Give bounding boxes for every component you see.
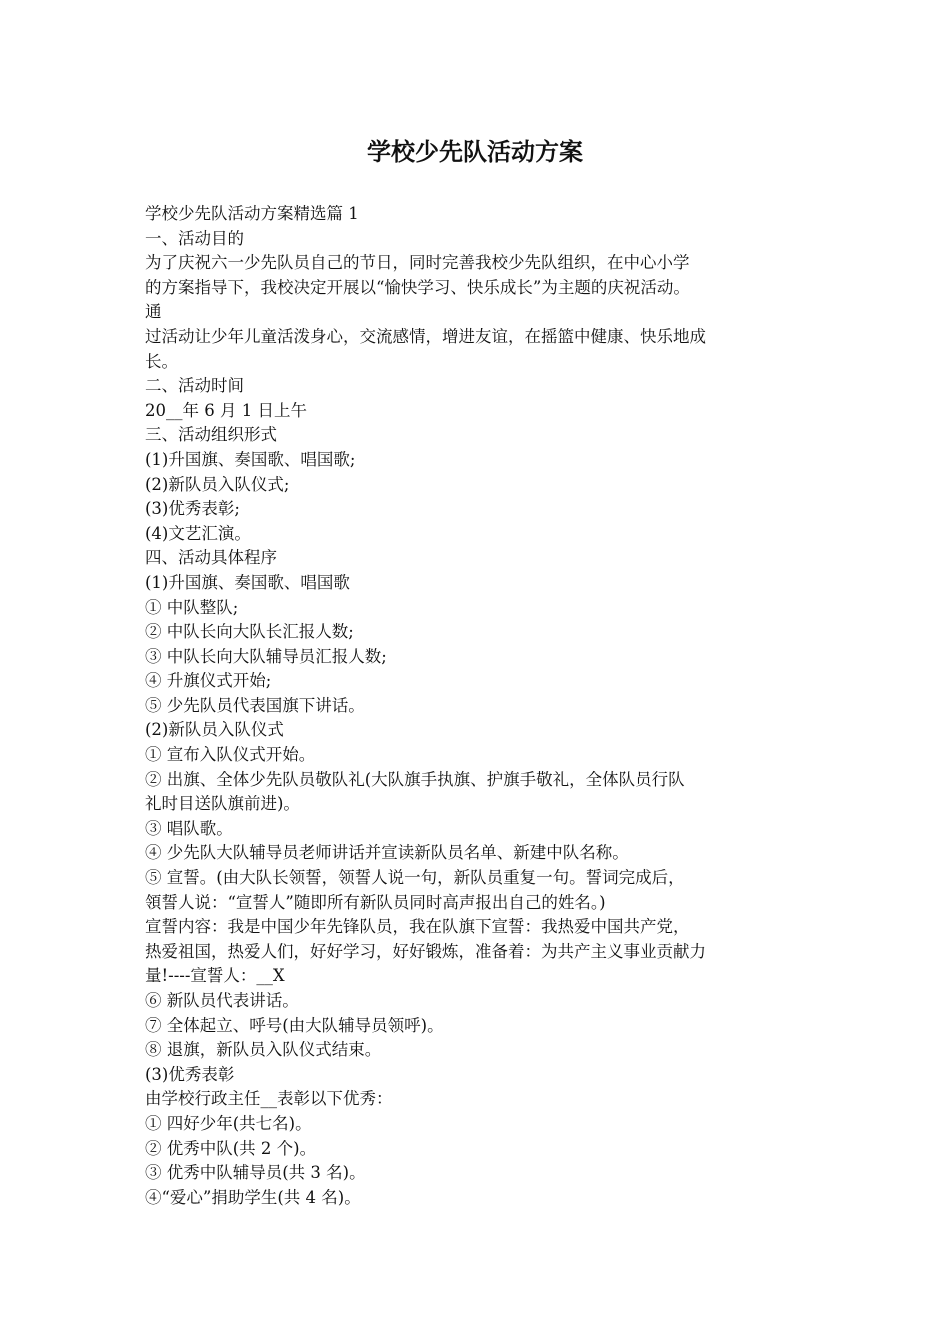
document-line: ⑥ 新队员代表讲话。 [145,991,299,1010]
document-line: ① 中队整队; [145,597,239,617]
document-line: 礼时目送队旗前进)。 [145,794,300,814]
document-line: 量!----宣誓人：__X [145,966,285,986]
document-line: (1)升国旗、奏国歌、唱国歌 [145,572,350,592]
document-line: (4)文艺汇演。 [145,523,251,543]
document-line: ② 中队长向大队长汇报人数; [145,622,354,642]
document-line: 宣誓内容：我是中国少年先锋队员，我在队旗下宣誓：我热爱中国共产党， [145,917,690,937]
document-line: (3)优秀表彰; [145,499,240,519]
document-line: (2)新队员入队仪式 [145,720,284,740]
document-body [145,202,815,1210]
document-line: 过活动让少年儿童活泼身心，交流感情，增进友谊，在摇篮中健康、快乐地成 [145,326,706,346]
document-line: 四、活动具体程序 [145,548,277,568]
document-line: (1)升国旗、奏国歌、唱国歌; [145,449,356,469]
document-line: ⑧ 退旗，新队员入队仪式结束。 [145,1040,382,1060]
document-line: ③ 中队长向大队辅导员汇报人数; [145,646,387,666]
document-line: ③ 优秀中队辅导员(共 3 名)。 [145,1163,366,1183]
document-line: (2)新队员入队仪式; [145,474,290,494]
document-title: 学校少先队活动方案 [367,137,583,166]
document-line: (3)优秀表彰 [145,1064,235,1084]
document-line: 通 [145,302,162,322]
document-line: ① 宣布入队仪式开始。 [145,745,316,765]
document-line: ④ 少先队大队辅导员老师讲话并宣读新队员名单、新建中队名称。 [145,843,629,863]
document-line: 由学校行政主任__表彰以下优秀： [145,1089,393,1109]
document-line: 領誓人说：“宣誓人”随即所有新队员同时高声报出自己的姓名。) [145,892,606,912]
document-line: ④ 升旗仪式开始; [145,671,272,691]
document-line: ④“爱心”捐助学生(共 4 名)。 [145,1187,361,1207]
document-line: 热爱祖国，热爱人们，好好学习，好好锻炼，准备着：为共产主义事业贡献力 [145,941,706,961]
document-line: 一、活动目的 [145,228,244,248]
document-line: 的方案指导下，我校决定开展以“愉快学习、快乐成长”为主题的庆祝活动。 [145,277,690,297]
document-line: 学校少先队活动方案精选篇 1 [145,204,359,223]
document-line: 20__年 6 月 1 日上午 [145,400,307,420]
document-line: 三、活动组织形式 [145,425,277,445]
document-line: ② 优秀中队(共 2 个)。 [145,1138,317,1158]
document-line: ③ 唱队歌。 [145,818,233,838]
document-line: ① 四好少年(共七名)。 [145,1113,312,1133]
document-line: 为了庆祝六一少先队员自己的节日，同时完善我校少先队组织，在中心小学 [145,253,690,273]
document-line: ⑦ 全体起立、呼号(由大队辅导员领呼)。 [145,1015,444,1035]
document-line: ② 出旗、全体少先队员敬队礼(大队旗手执旗、护旗手敬礼，全体队员行队 [145,769,685,789]
document-line: ⑤ 宣誓。(由大队长领誓，领誓人说一句，新队员重复一句。誓词完成后， [145,868,685,888]
document-line: ⑤ 少先队员代表国旗下讲话。 [145,695,365,715]
document-line: 二、活动时间 [145,376,244,396]
document-line: 长。 [145,351,178,371]
